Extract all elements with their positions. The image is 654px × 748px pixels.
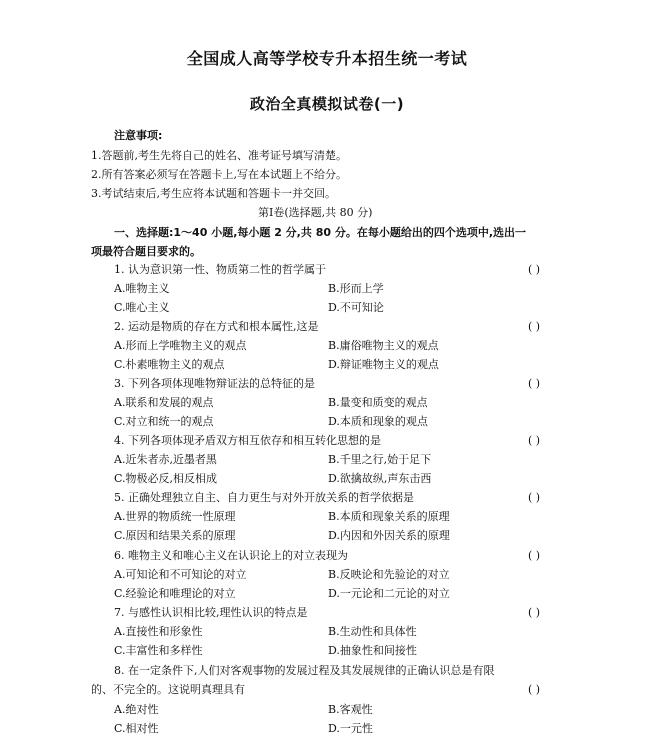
question-2-option-a: A.形而上学唯物主义的观点 [114,339,247,352]
question-6-option-a: A.可知论和不可知论的对立 [114,568,247,581]
section-instruction: 一、选择题:1～40 小题,每小题 2 分,共 80 分。在每小题给出的四个选项中,选出一 [114,226,527,239]
question-6-answer-bracket: ( ) [528,549,541,562]
section-instruction-cont: 项最符合题目要求的。 [91,245,201,258]
question-7-option-c: C.丰富性和多样性 [114,644,203,657]
question-2-option-d: D.辩证唯物主义的观点 [328,358,439,371]
question-1-stem: 1. 认为意识第一性、物质第二性的哲学属于 [114,263,326,276]
question-8-stem: 8. 在一定条件下,人们对客观事物的发展过程及其发展规律的正确认识总是有限 [114,664,495,677]
question-8-answer-bracket: ( ) [528,683,541,696]
notes-heading: 注意事项: [114,129,163,142]
question-8-option-d: D.一元性 [328,722,373,735]
question-8-stem-cont: 的、不完全的。这说明真理具有 [91,683,245,696]
question-7-option-a: A.直接性和形象性 [114,625,203,638]
question-5-option-d: D.内因和外因关系的原理 [328,529,450,542]
question-4-stem: 4. 下列各项体现矛盾双方相互依存和相互转化思想的是 [114,434,381,447]
question-6-stem: 6. 唯物主义和唯心主义在认识论上的对立表现为 [114,549,348,562]
note-item-2: 2.所有答案必须写在答题卡上,写在本试题上不给分。 [91,168,347,181]
question-3-option-d: D.本质和现象的观点 [328,415,428,428]
question-7-stem: 7. 与感性认识相比较,理性认识的特点是 [114,606,308,619]
question-3-option-c: C.对立和统一的观点 [114,415,214,428]
question-6-option-d: D.一元论和二元论的对立 [328,587,450,600]
question-1-answer-bracket: ( ) [528,263,541,276]
question-2-answer-bracket: ( ) [528,320,541,333]
question-6-option-c: C.经验论和唯理论的对立 [114,587,236,600]
question-7-answer-bracket: ( ) [528,606,541,619]
question-8-option-a: A.绝对性 [114,703,159,716]
question-7-option-b: B.生动性和具体性 [328,625,417,638]
question-6-option-b: B.反映论和先验论的对立 [328,568,450,581]
question-8-option-c: C.相对性 [114,722,159,735]
question-8-option-b: B.客观性 [328,703,373,716]
question-1-option-d: D.不可知论 [328,301,384,314]
question-4-option-d: D.欲擒故纵,声东击西 [328,472,432,485]
section-title: 第Ⅰ卷(选择题,共 80 分) [258,206,373,219]
question-4-option-b: B.千里之行,始于足下 [328,453,432,466]
question-2-option-b: B.庸俗唯物主义的观点 [328,339,439,352]
question-5-option-b: B.本质和现象关系的原理 [328,510,450,523]
question-3-option-a: A.联系和发展的观点 [114,396,214,409]
question-3-option-b: B.量变和质变的观点 [328,396,428,409]
question-2-option-c: C.朴素唯物主义的观点 [114,358,225,371]
question-1-option-a: A.唯物主义 [114,282,170,295]
question-4-option-a: A.近朱者赤,近墨者黑 [114,453,217,466]
question-3-stem: 3. 下列各项体现唯物辩证法的总特征的是 [114,377,315,390]
paper-subtitle: 政治全真模拟试卷(一) [249,95,405,113]
question-1-option-c: C.唯心主义 [114,301,170,314]
question-4-answer-bracket: ( ) [528,434,541,447]
question-5-answer-bracket: ( ) [528,491,541,504]
note-item-3: 3.考试结束后,考生应将本试题和答题卡一并交回。 [91,187,336,200]
question-7-option-d: D.抽象性和间接性 [328,644,417,657]
question-3-answer-bracket: ( ) [528,377,541,390]
question-5-stem: 5. 正确处理独立自主、自力更生与对外开放关系的哲学依据是 [114,491,414,504]
question-2-stem: 2. 运动是物质的存在方式和根本属性,这是 [114,320,319,333]
question-1-option-b: B.形而上学 [328,282,384,295]
question-5-option-c: C.原因和结果关系的原理 [114,529,236,542]
question-4-option-c: C.物极必反,相反相成 [114,472,218,485]
note-item-1: 1.答题前,考生先将自己的姓名、准考证号填写清楚。 [91,149,347,162]
exam-title: 全国成人高等学校专升本招生统一考试 [186,49,468,68]
question-5-option-a: A.世界的物质统一性原理 [114,510,236,523]
